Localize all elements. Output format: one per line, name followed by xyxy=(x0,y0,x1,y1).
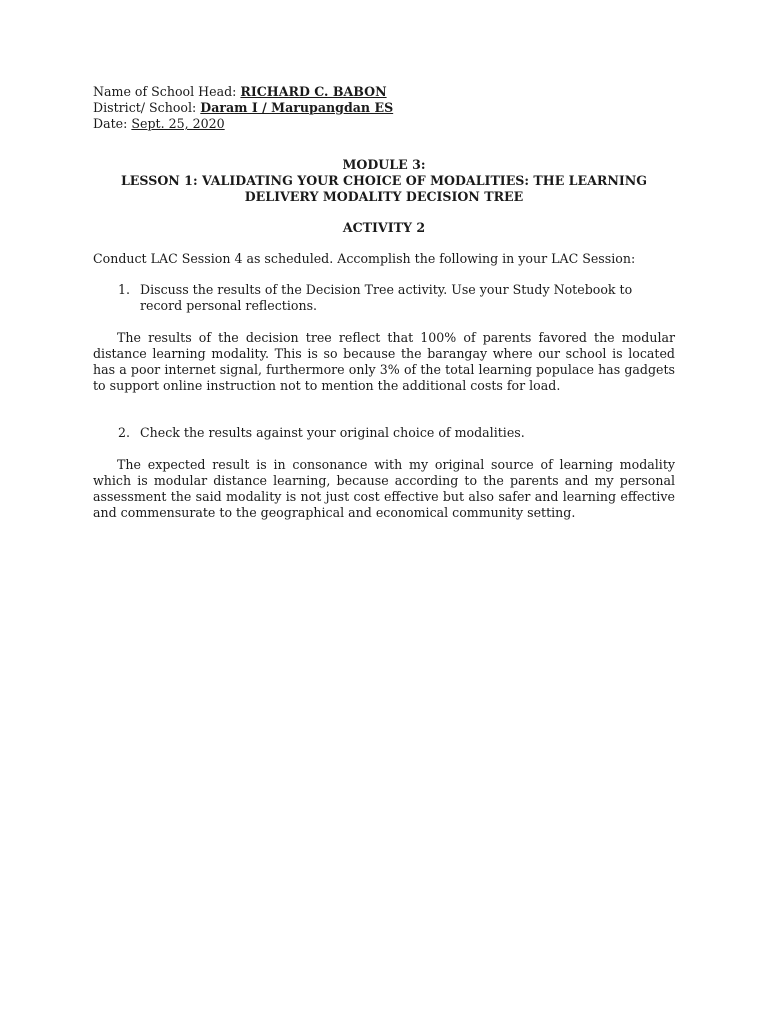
date-value: Sept. 25, 2020 xyxy=(131,116,225,131)
lesson-title-line-2: DELIVERY MODALITY DECISION TREE xyxy=(244,189,524,204)
lesson-title-line-1: LESSON 1: VALIDATING YOUR CHOICE OF MODALITIES: THE LEARNING xyxy=(120,173,648,188)
list-item-2 xyxy=(93,425,675,441)
date-label: Date: xyxy=(93,116,132,131)
spacer xyxy=(93,394,675,410)
module-heading xyxy=(93,157,675,205)
list-item-1-prompt: Discuss the results of the Decision Tree activity. Use your Study Notebook to record personal reflections. xyxy=(140,282,633,313)
list-item-2-number: 2. xyxy=(118,425,131,440)
list-item-1 xyxy=(93,282,675,314)
district-line xyxy=(93,100,675,116)
school-head-line xyxy=(93,84,675,100)
document-page xyxy=(93,84,675,521)
district-label: District/ School: xyxy=(93,100,201,115)
answer-paragraph-1: The results of the decision tree reflect that 100% of parents favored the modular distance learning modality. This is so because the barangay where our school is located has a poor internet signal, furthermore only 3% of the total learning populace has gadgets to support online instruction not to mention the additional costs for load. xyxy=(93,330,675,393)
list-item-2-prompt: Check the results against your original choice of modalities. xyxy=(140,425,525,440)
school-head-label: Name of School Head: xyxy=(93,84,241,99)
activity-title: ACTIVITY 2 xyxy=(342,220,426,235)
date-line xyxy=(93,116,675,132)
school-head-name: RICHARD C. BABON xyxy=(240,84,387,99)
module-title: MODULE 3: xyxy=(342,157,426,172)
district-value: Daram I / Marupangdan ES xyxy=(200,100,394,115)
instruction-text: Conduct LAC Session 4 as scheduled. Accomplish the following in your LAC Session: xyxy=(93,251,636,266)
list-item-1-number: 1. xyxy=(118,282,131,297)
answer-paragraph-2: The expected result is in consonance with my original source of learning modality which is modular distance learning, because according to the parents and my personal assessment the said modality is not just cost effective but also safer and learning effective and commensurate to the geographical and economical community setting. xyxy=(93,457,675,520)
